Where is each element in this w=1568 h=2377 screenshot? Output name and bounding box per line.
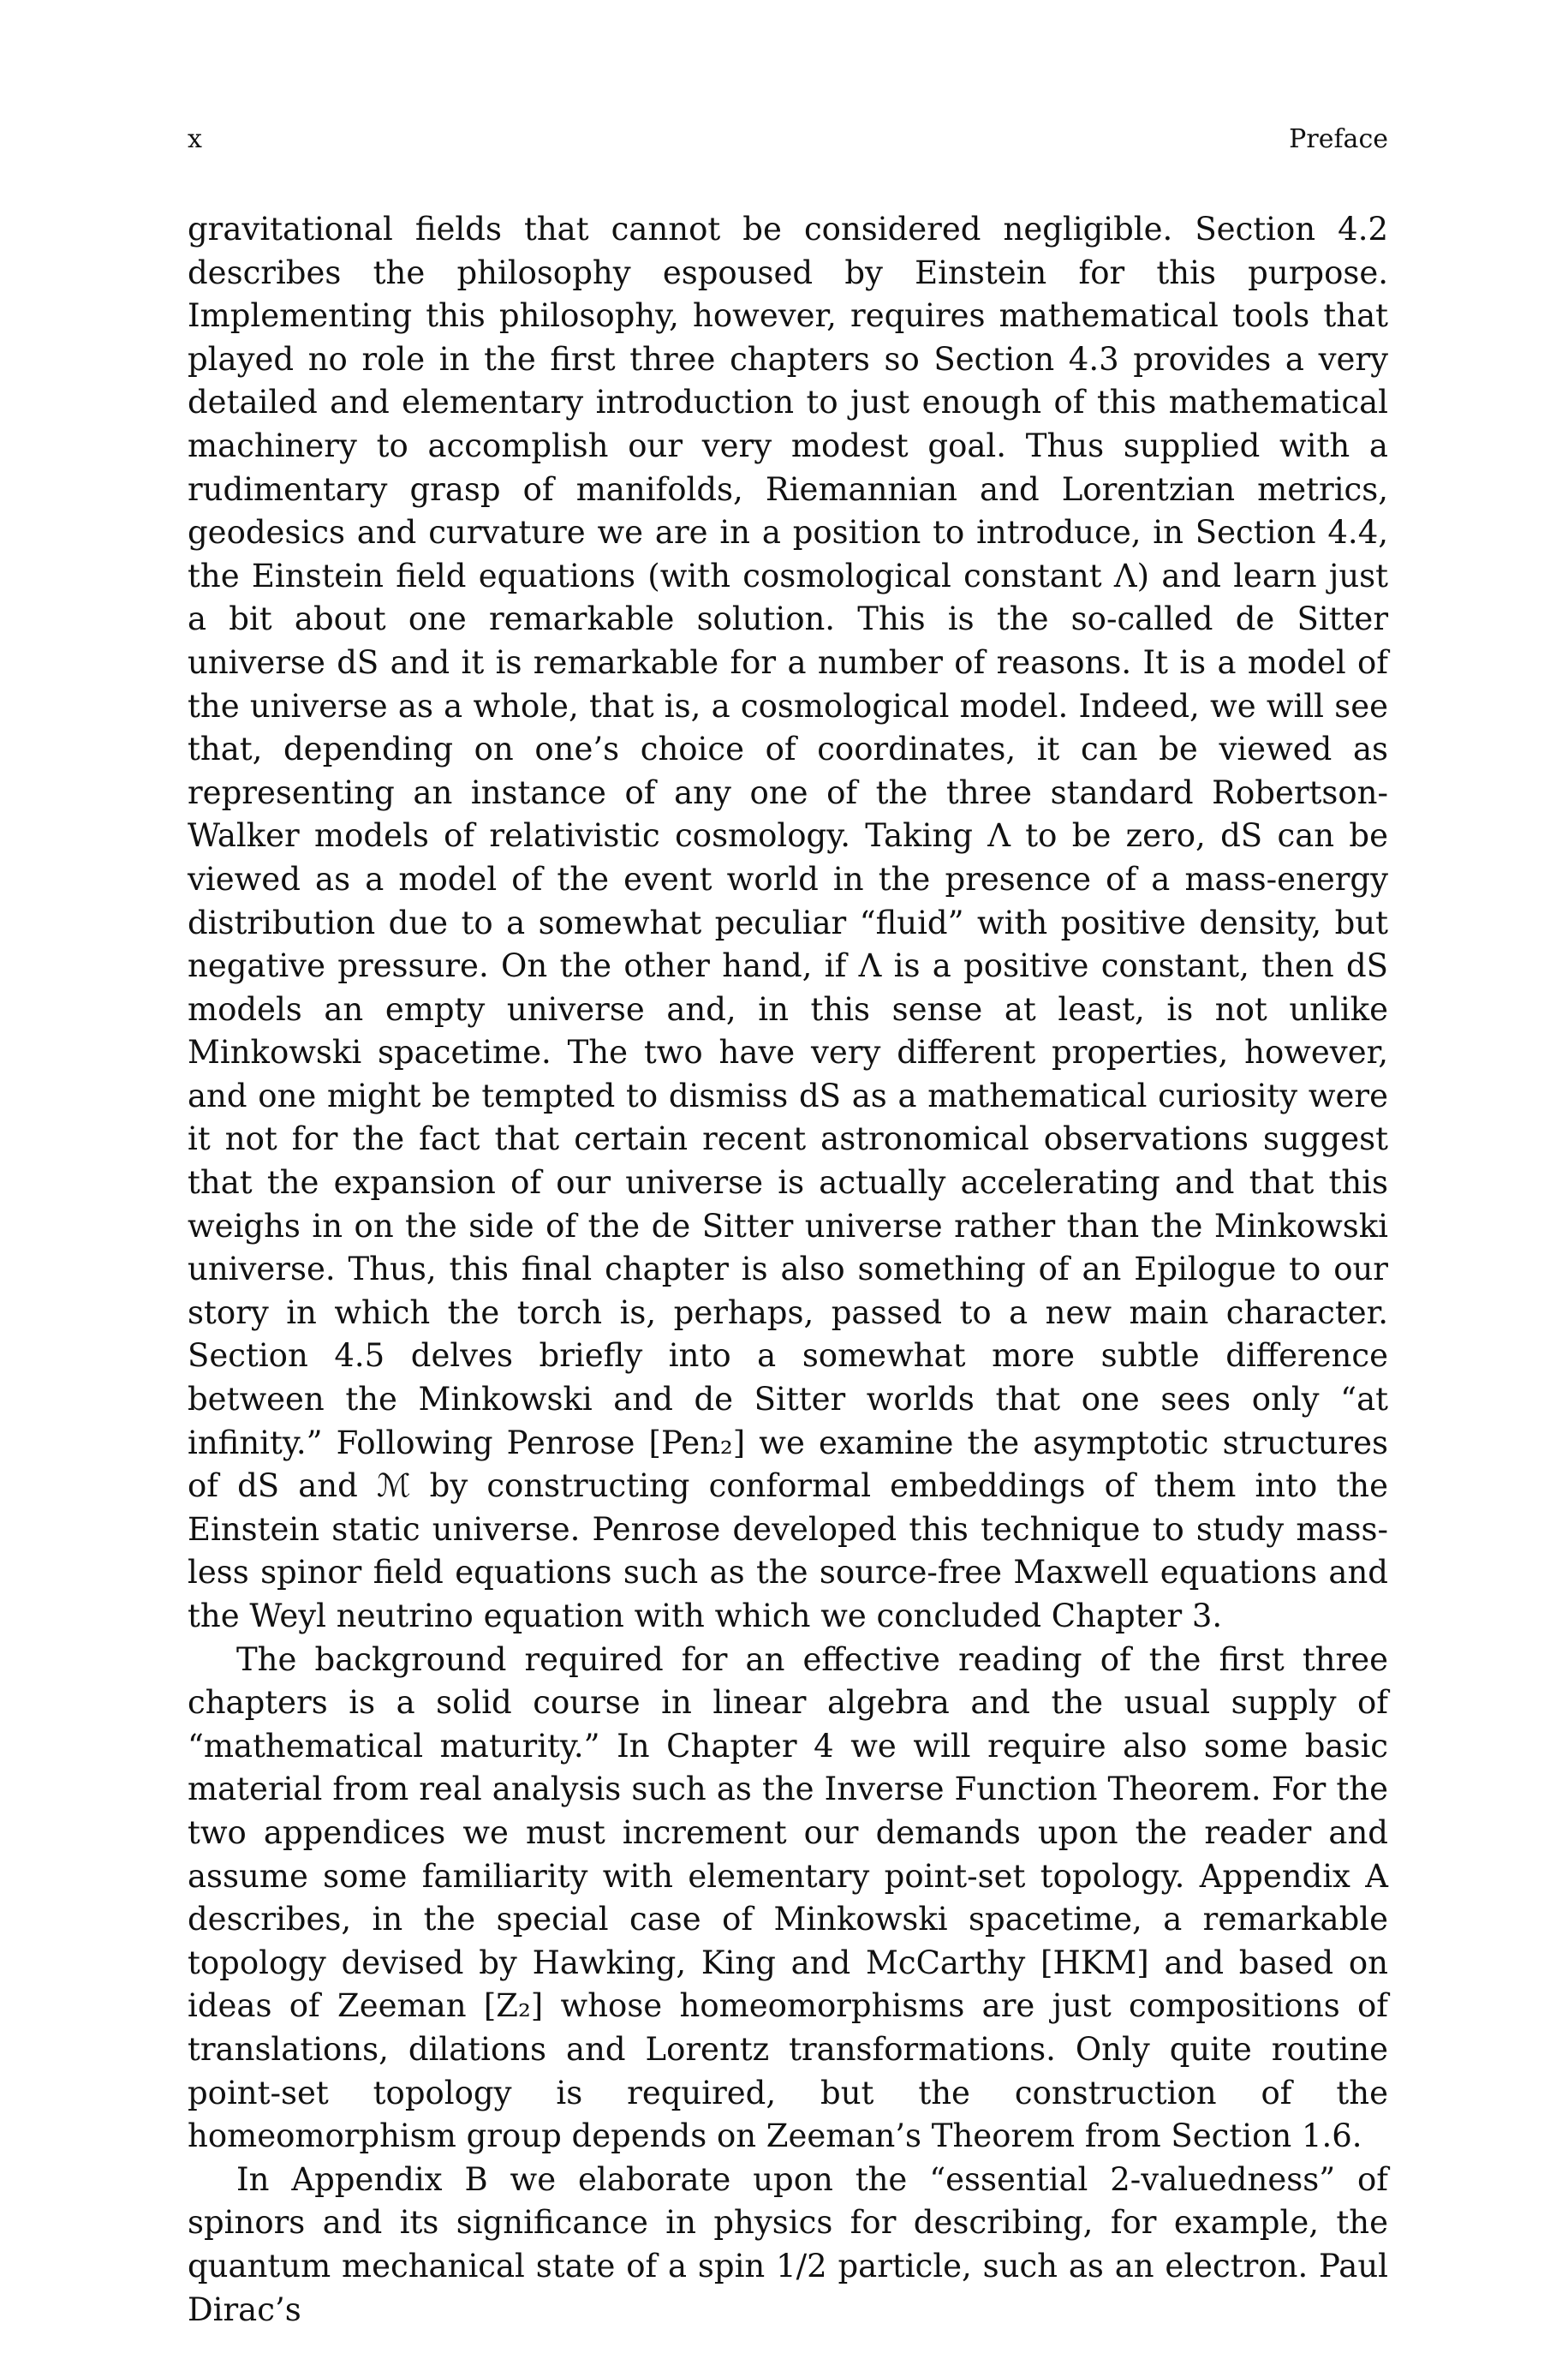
paragraph-1: gravitational fields that cannot be considered negligible. Section 4.2 describes the philosophy espoused by Einstein for this purpose. Implementing this philosophy, however, requires mathematical tools that played no role in the first three chapters so Section 4.3 provides a very detailed and elementary introduction to just enough of this mathematical machinery to accomplish our very modest goal. Thus supplied with a rudimentary grasp of manifolds, Riemannian and Lorentzian metrics, geodesics and curvature we are in a position to introduce, in Section 4.4, the Einstein field equations (with cosmological constant Λ) and learn just a bit about one remarkable solution. This is the so-called de Sitter universe dS and it is remarkable for a number of reasons. It is a model of the universe as a whole, that is, a cosmological model. Indeed, we will see that, depending on one’s choice of coordinates, it can be viewed as representing an instance of any one of the three standard Robertson-Walker models of relativistic cosmology. Taking Λ to be zero, dS can be viewed as a model of the event world in the presence of a mass-energy distribution due to a somewhat peculiar “fluid” with positive density, but negative pressure. On the other hand, if Λ is a positive constant, then dS models an empty universe and, in this sense at least, is not unlike Minkowski spacetime. The two have very different properties, however, and one might be tempted to dismiss dS as a mathematical curiosity were it not for the fact that certain recent astronomical observations suggest that the expansion of our universe is actually accelerating and that this weighs in on the side of the de Sitter universe rather than the Minkowski universe. Thus, this final chapter is also something of an Epilogue to our story in which the torch is, perhaps, passed to a new main character. Section 4.5 delves briefly into a somewhat more subtle difference between the Minkowski and de Sitter worlds that one sees only “at infinity.” Following Penrose [Pen₂] we examine the asymptotic structures of dS and ℳ by constructing conformal embeddings of them into the Einstein static universe. Penrose developed this technique to study massless spinor field equations such as the source-free Maxwell equations and the Weyl neutrino equation with which we concluded Chapter 3.: [188, 211, 1388, 1634]
paragraph-2: The background required for an effective reading of the first three chapters is a solid course in linear algebra and the usual supply of “mathematical maturity.” In Chapter 4 we will require also some basic material from real analysis such as the Inverse Function Theorem. For the two appendices we must increment our demands upon the reader and assume some familiarity with elementary point-set topology. Appendix A describes, in the special case of Minkowski spacetime, a remarkable topology devised by Hawking, King and McCarthy [HKM] and based on ideas of Zeeman [Z₂] whose homeomorphisms are just compositions of translations, dilations and Lorentz transformations. Only quite routine point-set topology is required, but the construction of the homeomorphism group depends on Zeeman’s Theorem from Section 1.6.: [188, 1640, 1388, 2155]
page-number: x: [188, 124, 202, 154]
book-page: [188, 124, 1388, 2332]
running-head-title: Preface: [1289, 124, 1388, 154]
running-head: [188, 124, 1388, 176]
paragraph-3: In Appendix B we elaborate upon the “essential 2-valuedness” of spinors and its significance in physics for describing, for example, the quantum mechanical state of a spin 1/2 particle, such as an electron. Paul Dirac’s: [188, 2160, 1388, 2328]
